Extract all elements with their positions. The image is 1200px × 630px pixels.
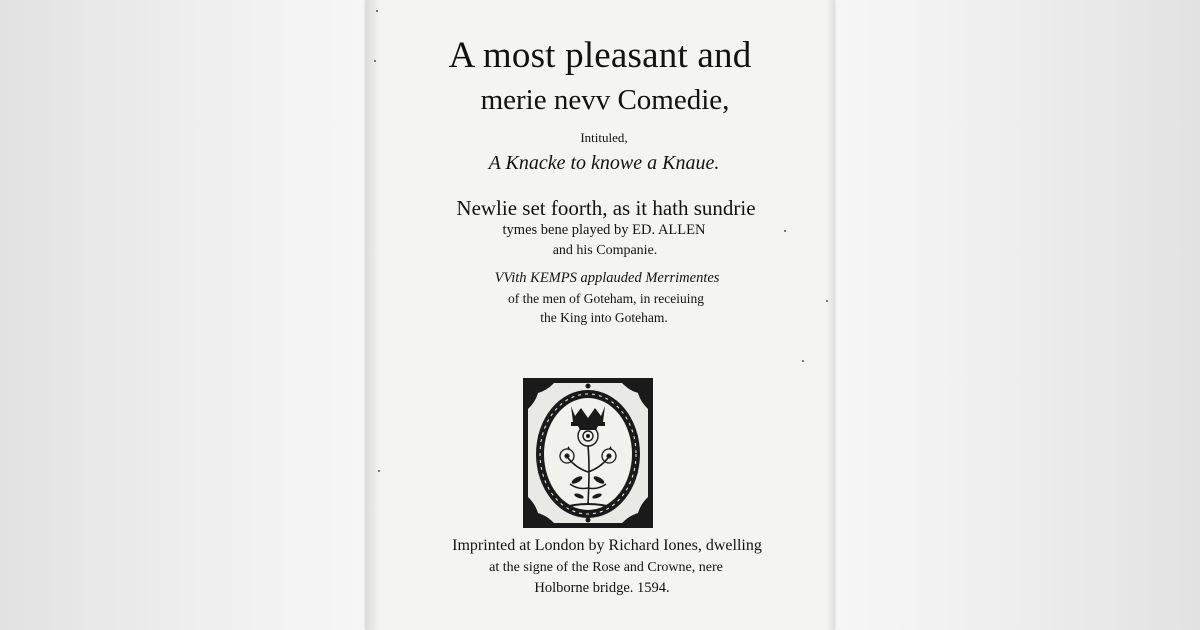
kemps-line: VVith KEMPS applauded Merrimentes	[494, 270, 720, 286]
ink-speck	[826, 300, 828, 302]
newlie-line: Newlie set foorth, as it hath sundrie	[456, 196, 756, 220]
imprint-line-3: Holborne bridge. 1594.	[534, 580, 670, 596]
ink-speck	[784, 230, 786, 232]
rose-and-crowne-printers-device-icon	[521, 376, 655, 530]
play-name: A Knacke to knowe a Knaue.	[488, 152, 720, 174]
title-line-1: A most pleasant and	[448, 35, 752, 76]
gotcham-line-2: the King into Goteham.	[540, 310, 668, 325]
backdrop-right	[834, 0, 1200, 630]
ink-speck	[802, 360, 804, 362]
companie-line: and his Companie.	[552, 243, 658, 258]
ink-speck	[374, 60, 376, 62]
title-page	[366, 0, 834, 630]
backdrop-left	[0, 0, 366, 630]
gotcham-line-1: of the men of Goteham, in receiuing	[507, 291, 705, 306]
imprint-line-1: Imprinted at London by Richard Iones, dwelling	[452, 537, 762, 554]
ink-speck	[376, 10, 378, 12]
ink-speck	[378, 470, 380, 472]
title-line-2: merie nevv Comedie,	[480, 84, 730, 116]
imprint-line-2: at the signe of the Rose and Crowne, nere	[489, 560, 723, 575]
tymes-line: tymes bene played by ED. ALLEN	[502, 222, 706, 238]
intituled-line: Intituled,	[580, 130, 628, 145]
